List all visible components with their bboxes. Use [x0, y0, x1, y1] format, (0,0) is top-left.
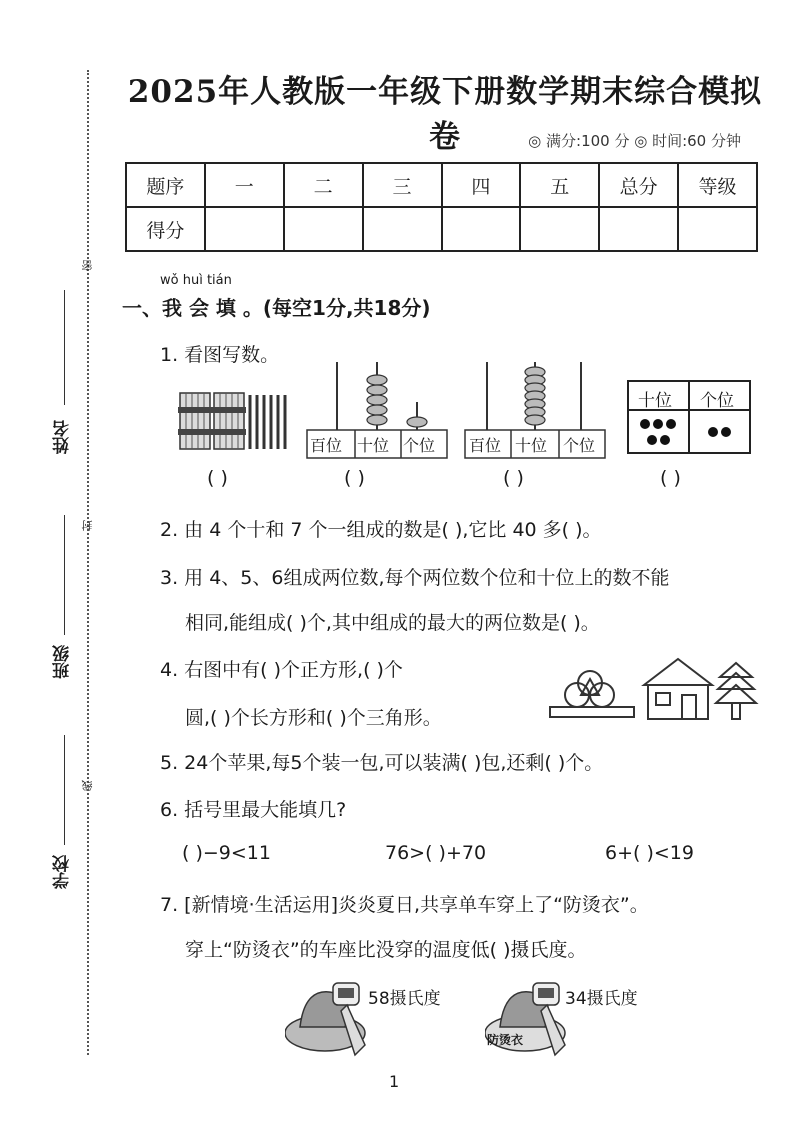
score-input-cell[interactable]: [442, 207, 521, 251]
place-table-tens-label: 十位: [638, 391, 672, 411]
seat-thermometer-figure-1: [285, 975, 375, 1060]
score-header-cell: 二: [284, 163, 363, 207]
q1-answer-blank[interactable]: ( ): [660, 467, 681, 489]
score-header-cell: 等级: [678, 163, 757, 207]
page-number: 1: [389, 1072, 400, 1091]
q7-text-line2: 穿上“防烫衣”的车座比没穿的温度低( )摄氏度。: [185, 939, 587, 961]
q6-item-2[interactable]: 76>( )+70: [385, 842, 487, 864]
score-header-cell: 题序: [126, 163, 205, 207]
abacus2-ones-label: 个位: [563, 436, 596, 455]
house-shape: [644, 659, 712, 719]
q1-answer-blank[interactable]: ( ): [344, 467, 365, 489]
temp-reading-without-cover: 58摄氏度: [368, 989, 441, 1009]
score-header-cell: 三: [363, 163, 442, 207]
score-input-cell[interactable]: [678, 207, 757, 251]
seal-mark-bottom: 线: [81, 780, 94, 791]
class-label: 班级: [53, 645, 73, 679]
name-label: 姓名: [53, 420, 73, 454]
seal-mark-mid: 封: [81, 520, 94, 531]
score-table-header-row: [126, 163, 757, 207]
q5-text: 5. 24个苹果,每5个装一包,可以装满( )包,还剩( )个。: [160, 752, 604, 774]
q1-label: 1. 看图写数。: [160, 344, 280, 366]
score-input-cell[interactable]: [284, 207, 363, 251]
tree-shape: [716, 663, 756, 719]
stick-bundle: [212, 393, 246, 449]
stick-bundles-figure: [178, 385, 293, 455]
q6-label: 6. 括号里最大能填几?: [160, 799, 347, 821]
q6-item-1[interactable]: ( )−9<11: [182, 842, 271, 864]
place-table-ones-label: 个位: [700, 391, 734, 411]
circles-on-base: [550, 671, 634, 717]
seal-mark-top: 密: [81, 260, 94, 271]
score-row-label: 得分: [126, 207, 205, 251]
score-table-score-row: [126, 207, 757, 251]
abacus1-ones-label: 个位: [403, 436, 436, 455]
q4-text-line1: 4. 右图中有( )个正方形,( )个: [160, 659, 403, 681]
q6-item-3[interactable]: 6+( )<19: [605, 842, 694, 864]
q2-text: 2. 由 4 个十和 7 个一组成的数是( ),它比 40 多( )。: [160, 519, 602, 541]
score-header-cell: 一: [205, 163, 284, 207]
abacus1-hundreds-label: 百位: [310, 436, 343, 455]
score-header-cell: 五: [520, 163, 599, 207]
score-header-cell: 总分: [599, 163, 678, 207]
q3-text-line2: 相同,能组成( )个,其中组成的最大的两位数是( )。: [185, 612, 600, 634]
q1-answer-blank[interactable]: ( ): [503, 467, 524, 489]
score-input-cell[interactable]: [520, 207, 599, 251]
temp-reading-with-cover: 34摄氏度: [565, 989, 638, 1009]
q4-text-line2: 圆,( )个长方形和( )个三角形。: [185, 707, 442, 729]
school-write-line[interactable]: [64, 735, 65, 845]
abacus1-tens-label: 十位: [357, 436, 390, 455]
exam-meta: ◎ 满分:100 分 ◎ 时间:60 分钟: [528, 132, 741, 150]
q1-answer-blank[interactable]: ( ): [207, 467, 228, 489]
section-title: 一、我 会 填 。(每空1分,共18分): [122, 296, 431, 320]
abacus2-tens-label: 十位: [515, 436, 548, 455]
single-sticks: [250, 395, 285, 449]
q3-text-line1: 3. 用 4、5、6组成两位数,每个两位数个位和十位上的数不能: [160, 567, 670, 589]
score-input-cell[interactable]: [205, 207, 284, 251]
abacus2-hundreds-label: 百位: [469, 436, 502, 455]
seat-cover-label: 防烫衣: [487, 1033, 524, 1047]
exam-title: 2025年人教版一年级下册数学期末综合模拟卷: [127, 74, 763, 155]
class-write-line[interactable]: [64, 515, 65, 635]
name-write-line[interactable]: [64, 290, 65, 405]
stick-bundle: [178, 393, 212, 449]
section-pinyin: wǒ huì tián: [160, 273, 232, 288]
school-label: 学校: [53, 855, 73, 889]
q4-shapes-figure: [548, 655, 763, 725]
score-table: [125, 162, 758, 252]
score-header-cell: 四: [442, 163, 521, 207]
q7-text-line1: 7. [新情境·生活运用]炎炎夏日,共享单车穿上了“防烫衣”。: [160, 894, 649, 916]
score-input-cell[interactable]: [599, 207, 678, 251]
binding-dotted-line: [87, 70, 89, 1055]
score-input-cell[interactable]: [363, 207, 442, 251]
